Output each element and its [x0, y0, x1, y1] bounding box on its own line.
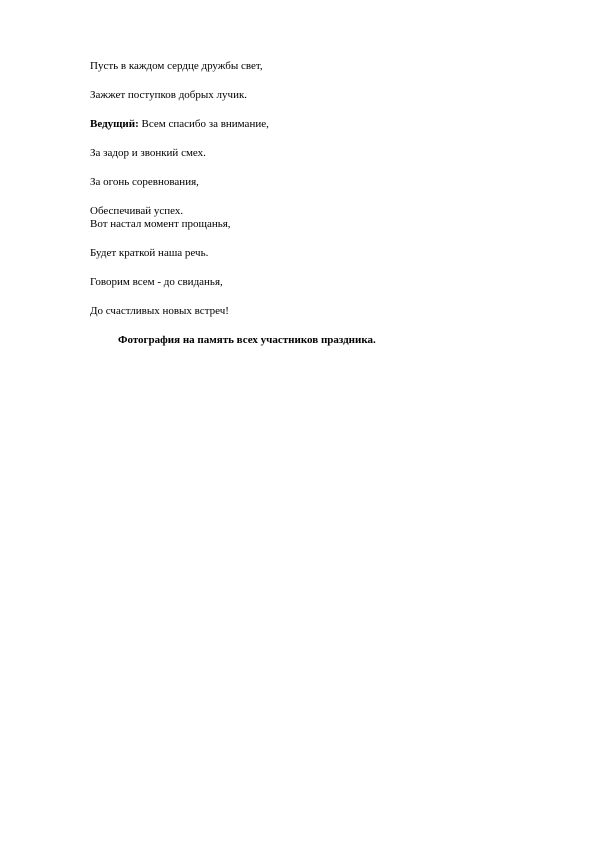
- closing-note: Фотография на память всех участников праздника.: [118, 334, 376, 346]
- poem-line: Будет краткой наша речь.: [90, 247, 209, 259]
- poem-line: За огонь соревнования,: [90, 176, 199, 188]
- poem-line: За задор и звонкий смех.: [90, 147, 206, 159]
- poem-line: Вот настал момент прощанья,: [90, 218, 231, 230]
- poem-line: Обеспечивай успех.: [90, 205, 184, 217]
- poem-line: Зажжет поступков добрых лучик.: [90, 89, 248, 101]
- poem-line: До счастливых новых встреч!: [90, 305, 229, 317]
- poem-line: Пусть в каждом сердце дружбы свет,: [90, 60, 263, 72]
- speaker-label: Ведущий:: [90, 118, 139, 130]
- poem-line-with-speaker: [90, 118, 269, 131]
- poem-line: Говорим всем - до свиданья,: [90, 276, 223, 288]
- speaker-text: Всем спасибо за внимание,: [138, 118, 269, 130]
